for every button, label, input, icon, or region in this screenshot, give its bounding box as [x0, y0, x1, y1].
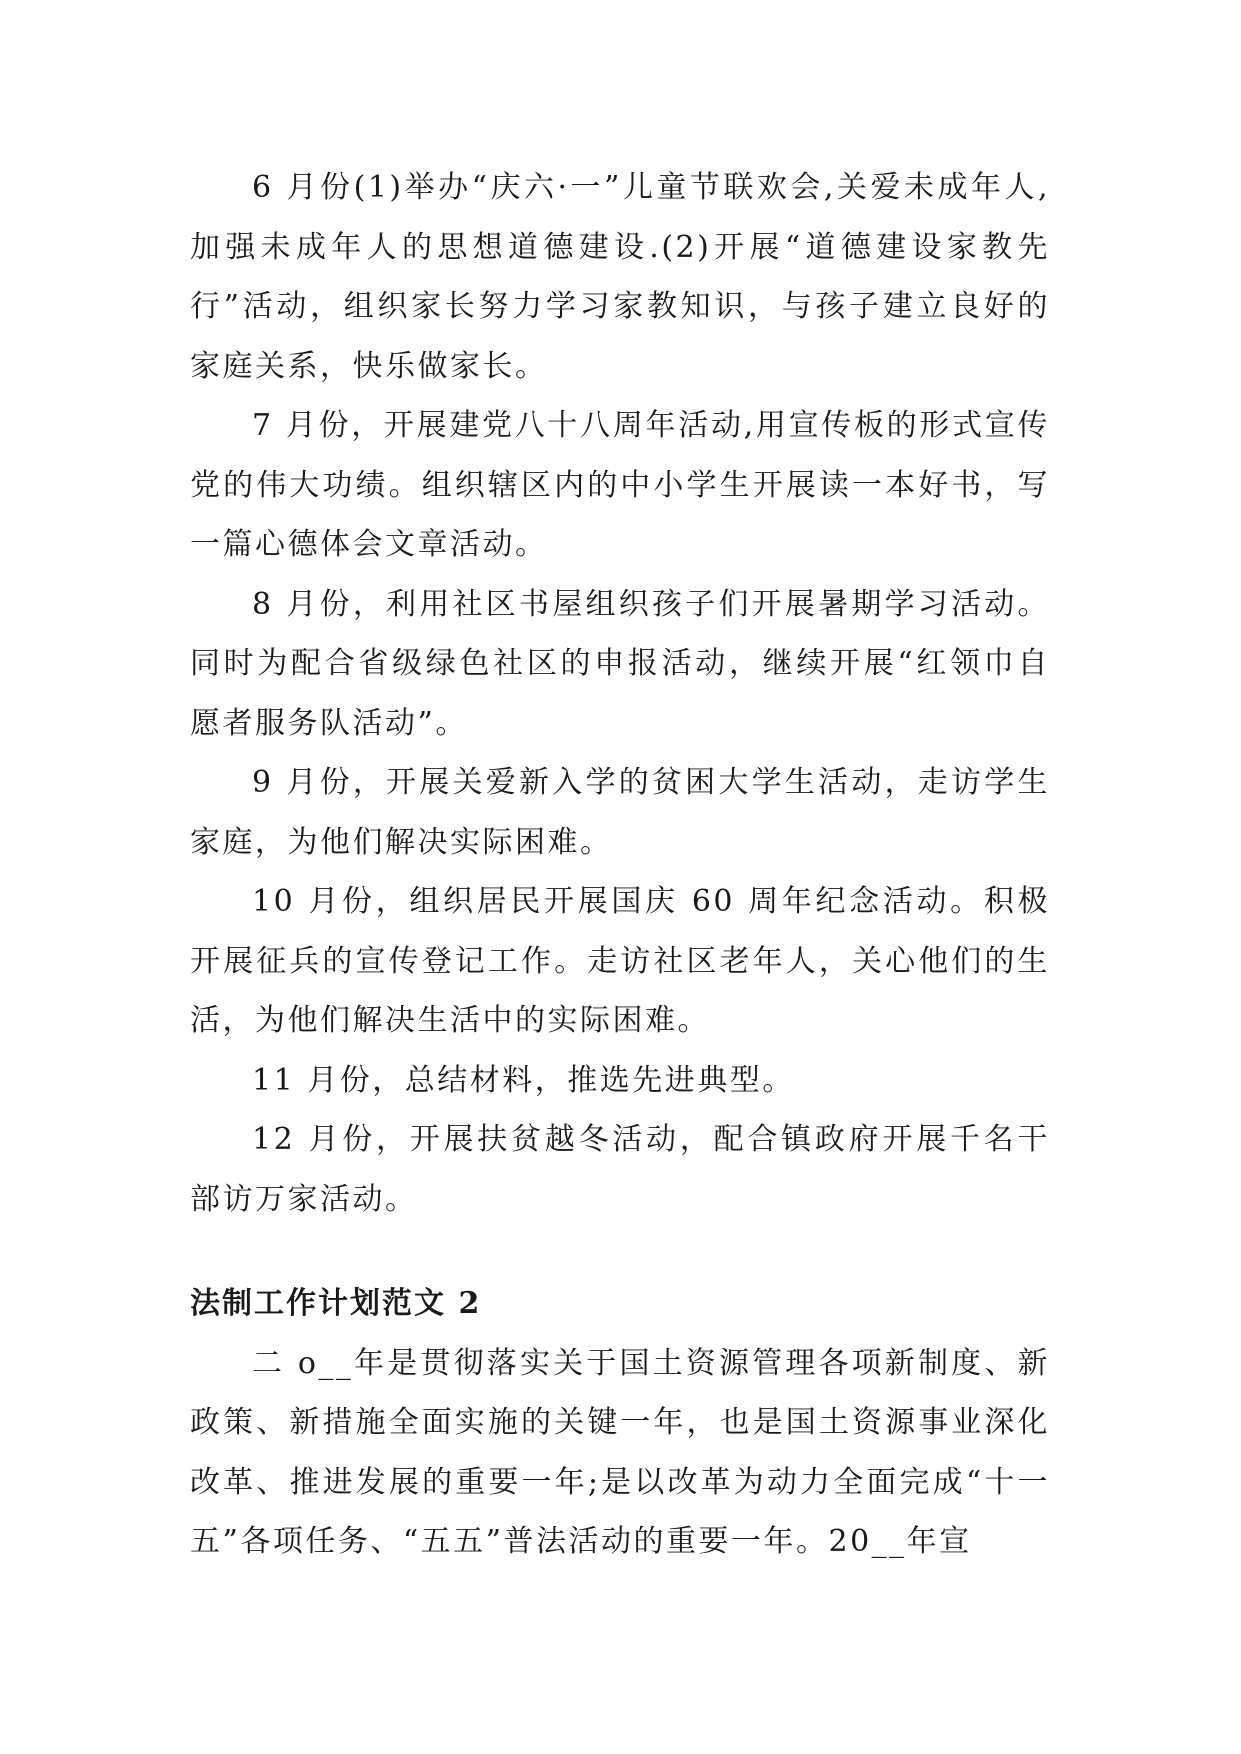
- section-title: 法制工作计划范文 2: [190, 1286, 482, 1321]
- paragraph-december: 12 月份，开展扶贫越冬活动，配合镇政府开展千名干部访万家活动。: [190, 1122, 1050, 1217]
- section-paragraph: 二 o__年是贯彻落实关于国土资源管理各项新制度、新政策、新措施全面实施的关键一年，也是国土资源事业深化改革、推进发展的重要一年;是以改革为动力全面完成“十一五”各项任务、“五五”普法活动的重要一年。20__年宣: [190, 1345, 1050, 1559]
- paragraph-july: 7 月份，开展建党八十八周年活动,用宣传板的形式宣传党的伟大功绩。组织辖区内的中小学生开展读一本好书，写一篇心德体会文章活动。: [190, 408, 1050, 562]
- paragraph-october: 10 月份，组织居民开展国庆 60 周年纪念活动。积极开展征兵的宣传登记工作。走访社区老年人，关心他们的生活，为他们解决生活中的实际困难。: [190, 884, 1050, 1038]
- paragraph-august: 8 月份，利用社区书屋组织孩子们开展暑期学习活动。同时为配合省级绿色社区的申报活动，继续开展“红领巾自愿者服务队活动”。: [190, 586, 1050, 741]
- paragraph-september: 9 月份，开展关爱新入学的贫困大学生活动，走访学生家庭，为他们解决实际困难。: [190, 765, 1050, 860]
- document-page: [190, 158, 1050, 1572]
- paragraph-june: 6 月份(1)举办“庆六·一”儿童节联欢会,关爱未成年人,加强未成年人的思想道德建设.(2)开展“道德建设家教先行”活动，组织家长努力学习家教知识，与孩子建立良好的家庭关系，快乐做家长。: [190, 170, 1050, 384]
- paragraph-november: 11 月份，总结材料，推选先进典型。: [252, 1062, 795, 1098]
